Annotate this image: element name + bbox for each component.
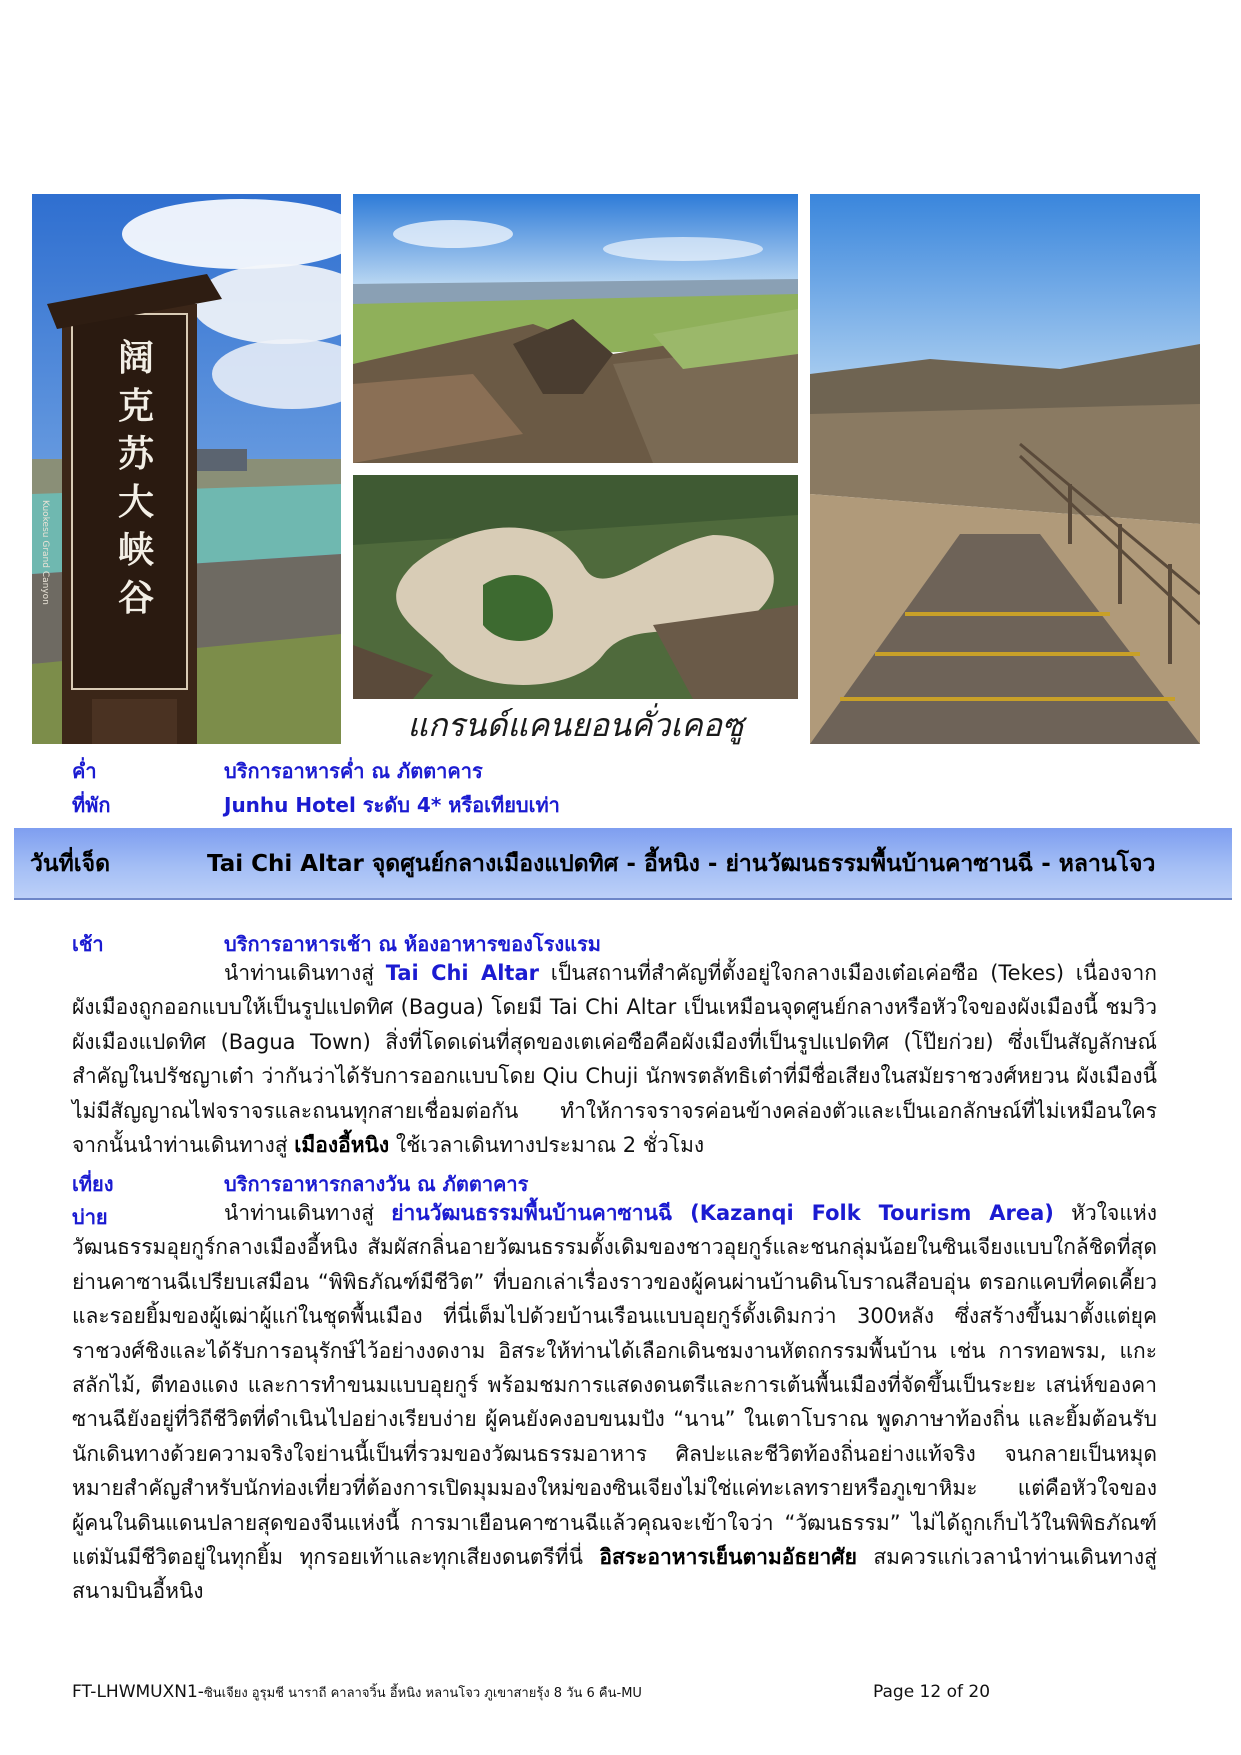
day-banner [14,828,1232,900]
sign-chinese-text: 阔 克 苏 大 峡 谷 [117,338,154,619]
hotel-text: Junhu Hotel ระดับ 4* หรือเทียบเท่า [224,793,560,817]
photo-canyon-panorama [353,194,798,463]
morning-heading: บริการอาหารเช้า ณ ห้องอาหารของโรงแรม [224,932,601,956]
morning-label: เช้า [72,932,104,956]
noon-label: เที่ยง [72,1172,114,1196]
dinner-label: ค่ำ [72,759,97,783]
afternoon-label: บ่าย [72,1205,108,1229]
highlight-yining: เมืองอี้หนิง [294,1133,390,1158]
morning-paragraph: นำท่านเดินทางสู่ Tai Chi Altar เป็นสถานที่สำคัญที่ตั้งอยู่ใจกลางเมืองเต๋อเค่อซือ (Tekes) เนื่องจากผังเมืองถูกออกแบบให้เป็นรูปแปดทิศ (Bagua) โดยมี Tai Chi Altar เป็นเหมือนจุดศูนย์กลางหรือหัวใจของผังเมืองนี้ ชมวิวผังเมืองแปดทิศ (Bagua Town) สิ่งที่โดดเด่นที่สุดของเตเค่อซือคือผังเมืองที่เป็นรูปแปดทิศ (โป๊ยก่วย) ซึ่งเป็นสัญลักษณ์สำคัญในปรัชญาเต๋า ว่ากันว่าได้รับการออกแบบโดย Qiu Chuji นักพรตลัทธิเต๋าที่มีชื่อเสียงในสมัยราชวงศ์หยวน ผังเมืองนี้ไม่มีสัญญาณไฟจราจรและถนนทุกสายเชื่อมต่อกัน ทำให้การจราจรค่อนข้างคล่องตัวและเป็นเอกลักษณ์ที่ไม่เหมือนใคร จากนั้นนำท่านเดินทางสู่ เมืองอี้หนิง ใช้เวลาเดินทางประมาณ 2 ชั่วโมง [72,961,1157,1158]
highlight-free-dinner: อิสระอาหารเย็นตามอัธยาศัย [599,1545,857,1570]
hotel-label: ที่พัก [72,793,111,817]
photo-canyon-sign [32,194,341,744]
photo-caption: แกรนด์แคนยอนคั่วเคอซู [407,706,744,744]
footer-page-number: Page 12 of 20 [873,1682,991,1702]
afternoon-paragraph: นำท่านเดินทางสู่ ย่านวัฒนธรรมพื้นบ้านคาซานฉี (Kazanqi Folk Tourism Area) หัวใจแห่งวัฒนธรรมอุยกูร์กลางเมืองอี้หนิง สัมผัสกลิ่นอายวัฒนธรรมดั้งเดิมของชาวอุยกูร์และชนกลุ่มน้อยในซินเจียงแบบใกล้ชิดที่สุด ย่านคาซานฉีเปรียบเสมือน “พิพิธภัณฑ์มีชีวิต” ที่บอกเล่าเรื่องราวของผู้คนผ่านบ้านดินโบราณสีอบอุ่น ตรอกแคบที่คดเคี้ยวและรอยยิ้มของผู้เฒ่าผู้แก่ในชุดพื้นเมือง ที่นี่เต็มไปด้วยบ้านเรือนแบบอุยกูร์ดั้งเดิมกว่า 300หลัง ซึ่งสร้างขึ้นมาตั้งแต่ยุคราชวงศ์ชิงและได้รับการอนุรักษ์ไว้อย่างงดงาม อิสระให้ท่านได้เลือกเดินชมงานหัตถกรรมพื้นบ้าน เช่น การทอพรม, แกะสลักไม้, ตีทองแดง และการทำขนมแบบอุยกูร์ พร้อมชมการแสดงดนตรีและการเต้นพื้นเมืองที่จัดขึ้นเป็นระยะ เสน่ห์ของคาซานฉียังอยู่ที่วิถีชีวิตที่ดำเนินไปอย่างเรียบง่าย ผู้คนยังคงอบขนมปัง “นาน” ในเตาโบราณ พูดภาษาท้องถิ่น และยิ้มต้อนรับนักเดินทางด้วยความจริงใจย่านนี้เป็นที่รวมของวัฒนธรรมอาหาร ศิลปะและชีวิตท้องถิ่นอย่างแท้จริง จนกลายเป็นหมุดหมายสำคัญสำหรับนักท่องเที่ยวที่ต้องการเปิดมุมมองใหม่ของซินเจียงไม่ใช่แค่ทะเลทรายหรือภูเขาหิมะ แต่คือหัวใจของผู้คนในดินแดนปลายสุดของจีนแห่งนี้ การมาเยือนคาซานฉีแล้วคุณจะเข้าใจว่า “วัฒนธรรม” ไม่ได้ถูกเก็บไว้ในพิพิธภัณฑ์ แต่มันมีชีวิตอยู่ในทุกยิ้ม ทุกรอยเท้าและทุกเสียงดนตรีที่นี่ อิสระอาหารเย็นตามอัธยาศัย สมควรแก่เวลานำท่านเดินทางสู่สนามบินอี้หนิง [72,1201,1157,1604]
footer-tour-code: FT-LHWMUXN1-ซินเจียง อูรุมชี นาราถี คาลาจวิ้น อี้หนิง หลานโจว ภูเขาสายรุ้ง 8 วัน 6 คืน-MU [72,1682,642,1702]
noon-heading: บริการอาหารกลางวัน ณ ภัตตาคาร [224,1172,529,1196]
sign-english-text: Kuokesu Grand Canyon [40,500,50,605]
day-title: Tai Chi Altar จุดศูนย์กลางเมืองแปดทิศ - อี้หนิง - ย่านวัฒนธรรมพื้นบ้านคาซานฉี - หลานโจว [207,851,1156,877]
photo-wooden-staircase [810,194,1200,744]
photo-river-bend [353,475,798,699]
footer-route: ซินเจียง อูรุมชี นาราถี คาลาจวิ้น อี้หนิง หลานโจว ภูเขาสายรุ้ง 8 วัน 6 คืน-MU [203,1686,642,1701]
dinner-text: บริการอาหารค่ำ ณ ภัตตาคาร [224,759,483,783]
day-label: วันที่เจ็ด [30,851,111,877]
highlight-tai-chi-altar: Tai Chi Altar [385,961,539,985]
highlight-kazanqi: ย่านวัฒนธรรมพื้นบ้านคาซานฉี (Kazanqi Folk Tourism Area) [391,1201,1054,1225]
